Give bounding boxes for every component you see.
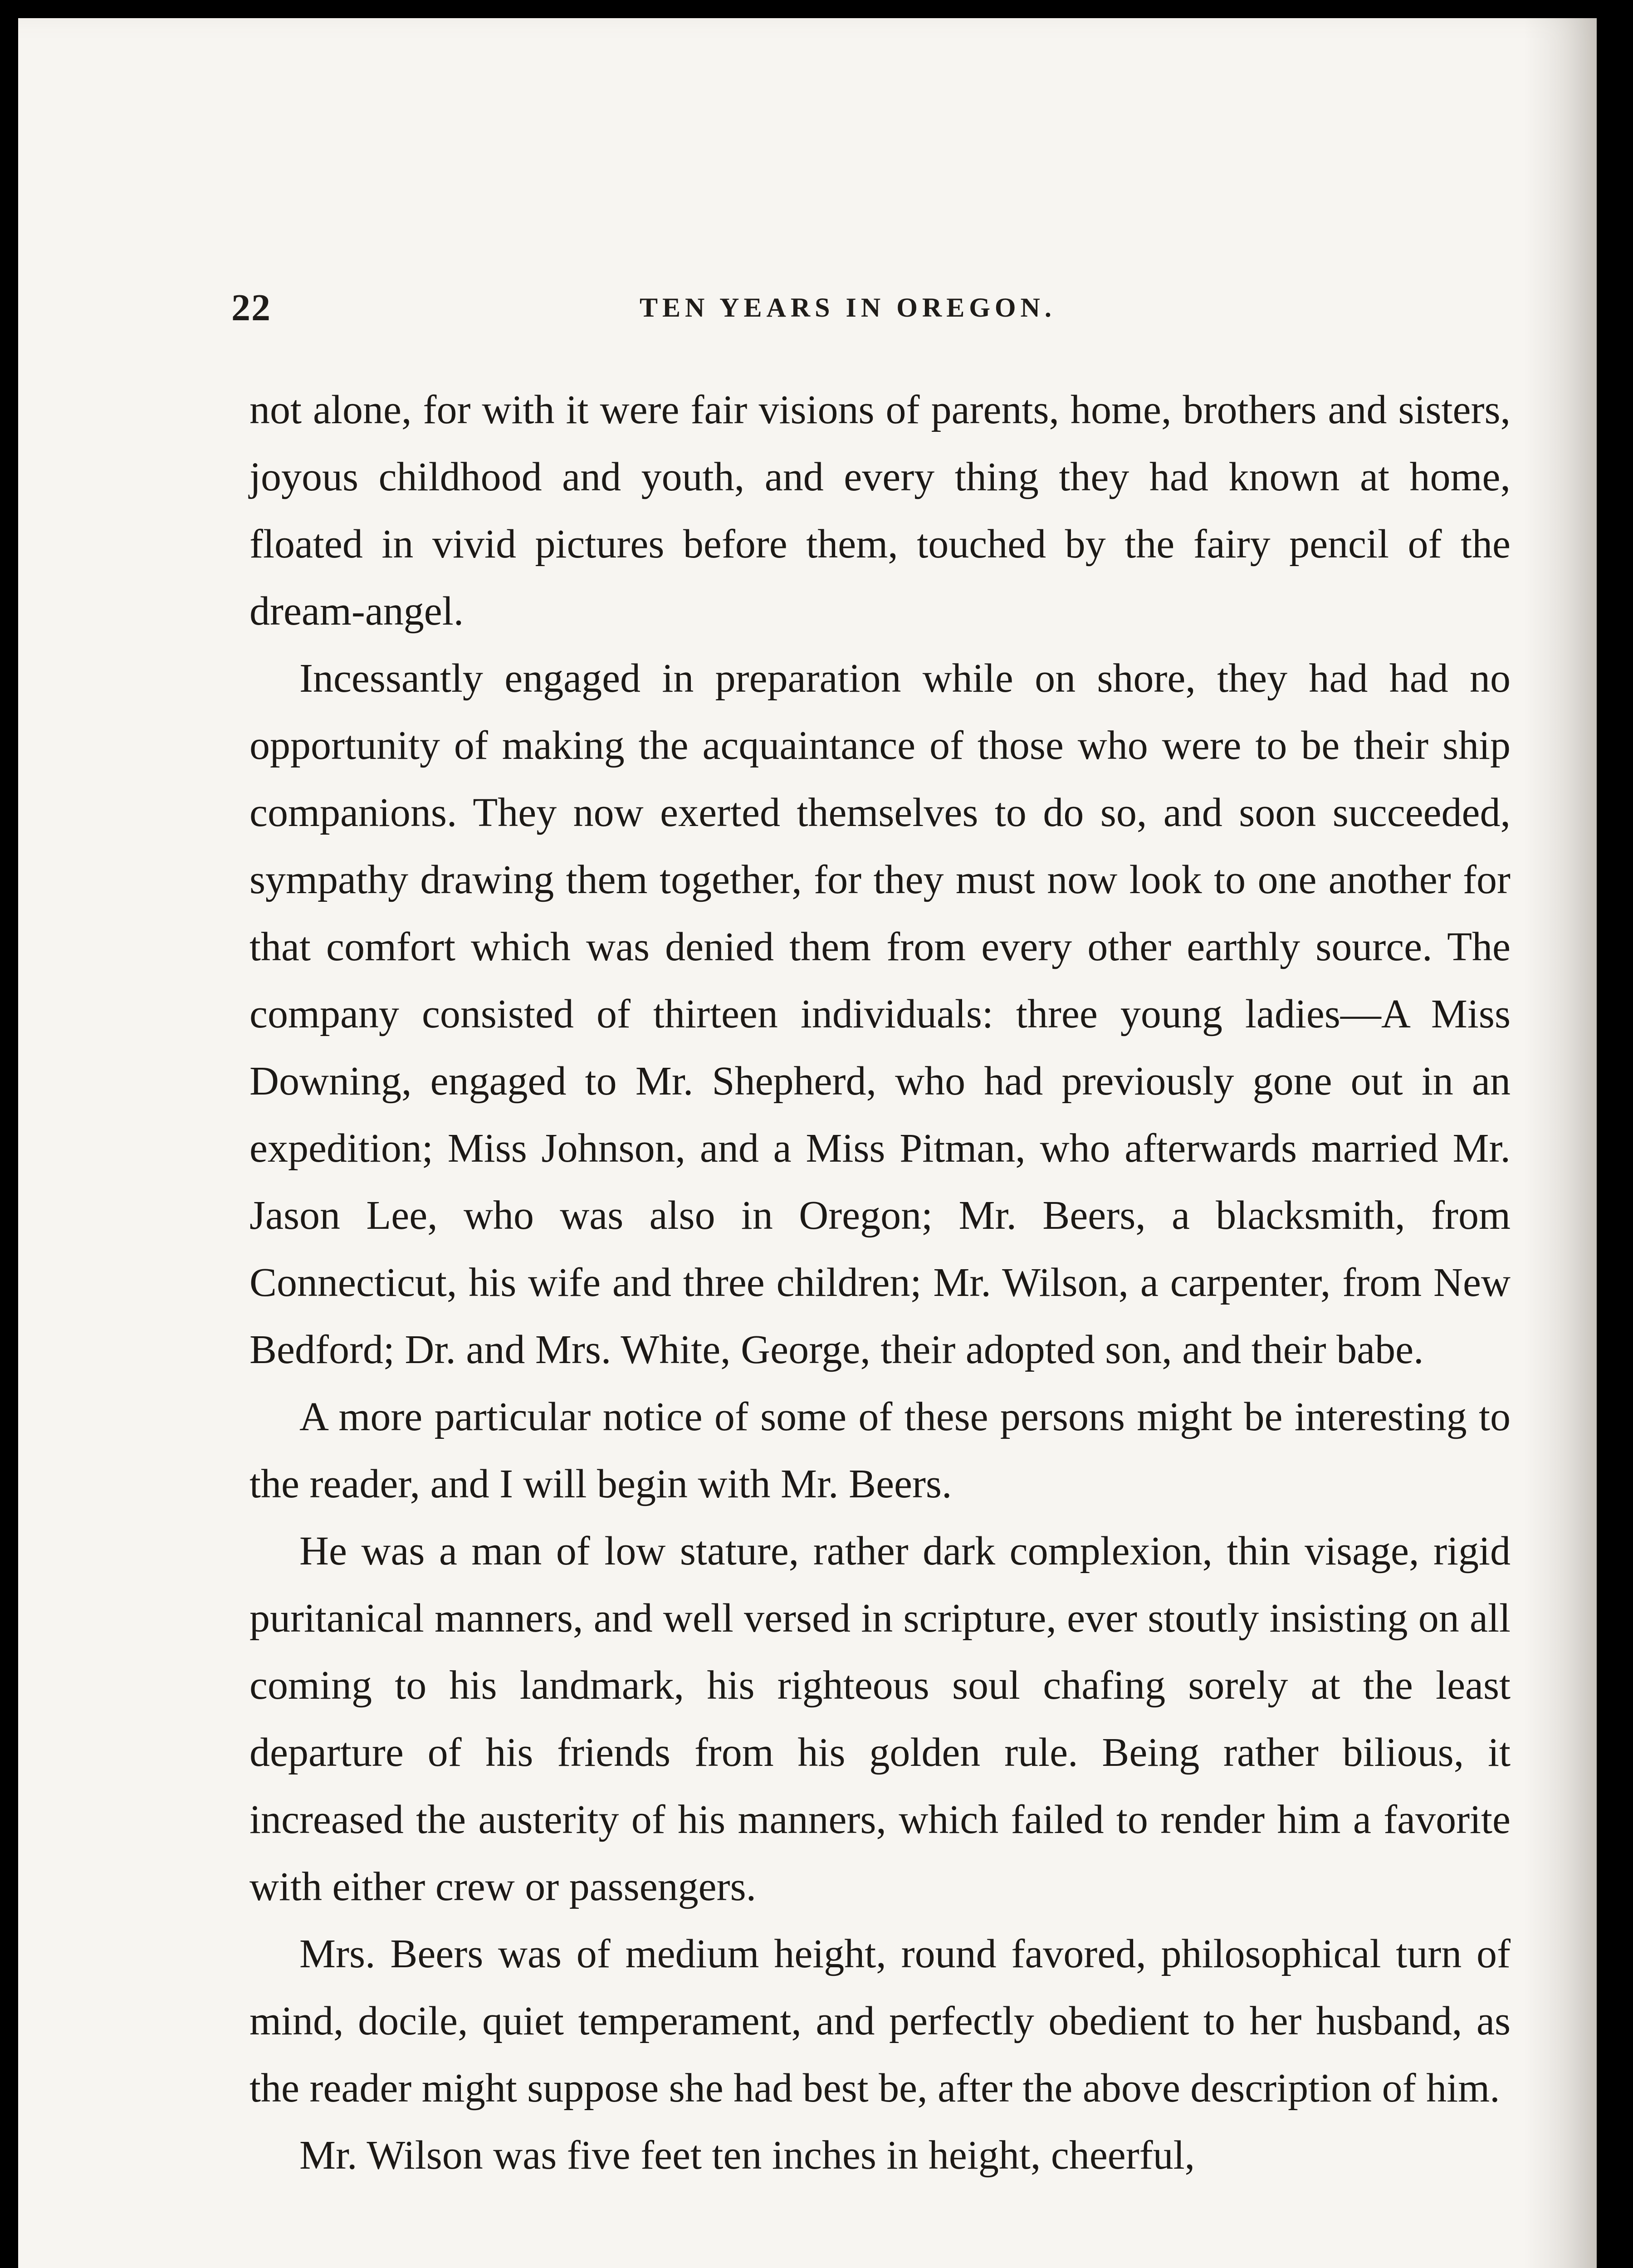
running-title: TEN YEARS IN OREGON. xyxy=(640,293,1056,323)
paragraph: Mr. Wilson was five feet ten inches in height, cheerful, xyxy=(299,2133,1195,2178)
paragraph: Incessantly engaged in preparation while on shore, they had had no opportunity of making the acquaintance of those who were to be their ship companions. They now exerted themselves to do so, and soon succeeded, sympathy drawing them together, for they must now look to one another for that comfort which was denied them from every other earthly source. The company consisted of thirteen individuals: three young ladies—A Miss Downing, engaged to Mr. Shepherd, who had previously gone out in an expedition; Miss Johnson, and a Miss Pitman, who afterwards married Mr. Jason Lee, who was also in Oregon; Mr. Beers, a blacksmith, from Connecticut, his wife and three children; Mr. Wilson, a carpenter, from New Bedford; Dr. and Mrs. White, George, their adopted son, and their babe. xyxy=(249,656,1511,1372)
page-gutter-shadow xyxy=(1524,18,1597,2268)
paragraph: Mrs. Beers was of medium height, round favored, philosophical turn of mind, docile, quiet temperament, and perfectly obedient to her husband, as the reader might suppose she had best be, after the above description of him. xyxy=(249,1931,1511,2111)
page-header xyxy=(231,286,1511,336)
book-page xyxy=(18,18,1597,2268)
paragraph: He was a man of low stature, rather dark complexion, thin visage, rigid puritanical manners, and well versed in scripture, ever stoutly insisting on all coming to his landmark, his righteous soul chafing sorely at the least departure of his friends from his golden rule. Being rather bilious, it increased the austerity of his manners, which failed to render him a favorite with either crew or passengers. xyxy=(249,1529,1511,1909)
body-text xyxy=(249,376,1511,2189)
paragraph: A more particular notice of some of these persons might be interesting to the reader, and I will begin with Mr. Beers. xyxy=(249,1394,1511,1506)
paragraph-continued: not alone, for with it were fair visions of parents, home, brothers and sisters, joyous childhood and youth, and every thing they had known at home, floated in vivid pictures before them, touched by the fairy pencil of the dream-angel. xyxy=(249,387,1511,634)
page-number: 22 xyxy=(231,287,271,329)
